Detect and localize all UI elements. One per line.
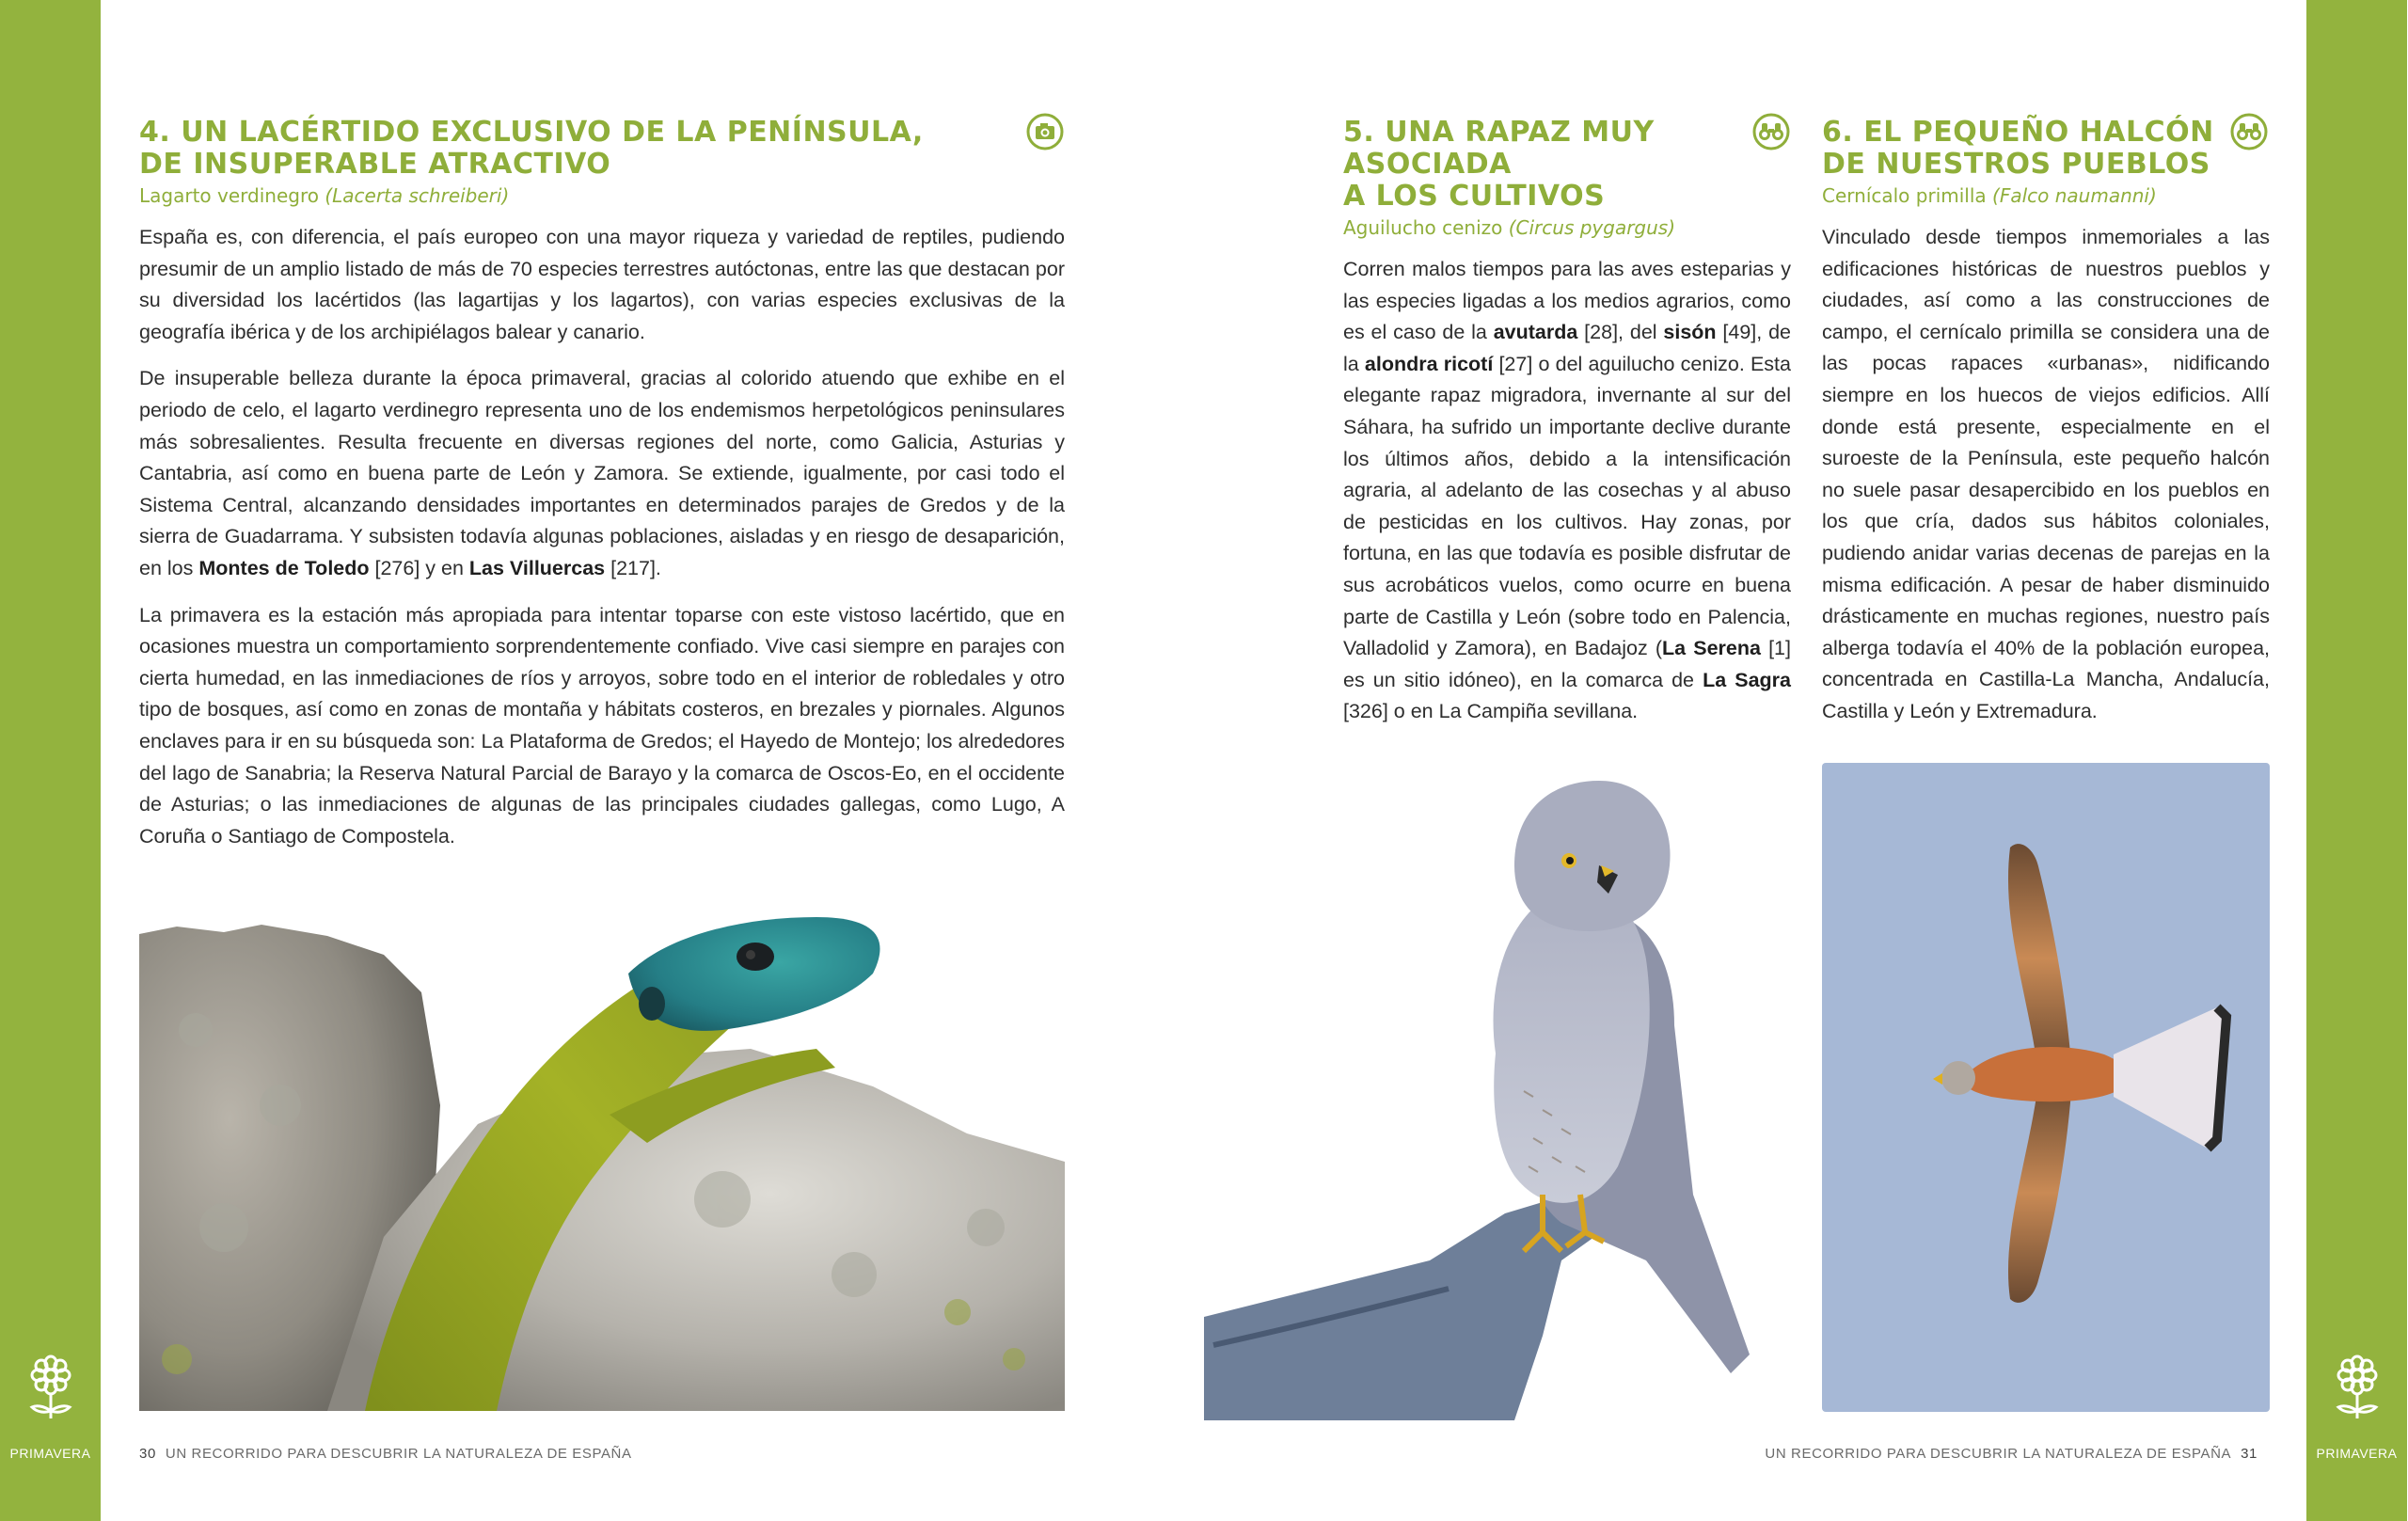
paragraph: España es, con diferencia, el país europeo con una mayor riqueza y variedad de reptiles, pudiendo presumir de un amplio listado de más de 70 especies terrestres autóctonas, entre las que destacan por su diversidad los lacértidos (las lagartijas y los lagartos), con varias especies exclusivas de la geografía ibérica y de los archipiélagos balear y canario. [139,226,1065,343]
running-title: UN RECORRIDO PARA DESCUBRIR LA NATURALEZA DE ESPAÑA [165,1446,632,1462]
page-number: 31 [2241,1446,2258,1462]
paragraph: De insuperable belleza durante la época primaveral, gracias al colorido atuendo que exhibe en el periodo de celo, el lagarto verdinegro representa uno de los endemismos herpetológicos peninsulares más sobresalientes. Resulta frecuente en diversas regiones del norte, como Galicia, Asturias y Cantabria, así como en buena parte de León y Zamora. Se extiende, igualmente, por casi todo el Sistema Central, alcanzando densidades importantes en determinados parajes de Gredos y de la sierra de Guadarrama. Y subsisten todavía algunas poblaciones, aisladas y en riesgo de desaparición, en los Montes de Toledo [276] y en Las Villuercas [217]. [139,367,1065,579]
article-6 [1822,117,2270,728]
right-footer [1765,1446,2258,1462]
article-4 [139,117,1065,852]
season-label: PRIMAVERA [9,1446,91,1461]
flower-icon [24,1355,77,1420]
paragraph: Vinculado desde tiempos inmemoriales a las edificaciones históricas de nuestros pueblos y ciudades, así como a las construcciones de campo, el cernícalo primilla se considera una de las pocas rapaces «urbanas», nidificando siempre en los huecos de viejos edificios. Allí donde está presente, especialmente en el suroeste de la Península, este pequeño halcón no suele pasar desapercibido en los pueblos en los que cría, dados sus hábitos coloniales, pudiendo anidar varias decenas de parejas en la misma edificación. A pesar de haber disminuido drásticamente en muchas regiones, nuestro país alberga todavía el 40% de la población europea, concentrada en Castilla-La Mancha, Andalucía, Castilla y León y Extremadura. [1822,226,2270,722]
article-5 [1343,117,1791,728]
article-title: 6. EL PEQUEÑO HALCÓN DE NUESTROS PUEBLOS [1822,116,2214,181]
article-title: 4. UN LACÉRTIDO EXCLUSIVO DE LA PENÍNSULA, DE INSUPERABLE ATRACTIVO [139,116,924,181]
binoculars-icon [1752,113,1790,151]
lizard-photo [139,917,1065,1411]
paragraph: Corren malos tiempos para las aves esteparias y las especies ligadas a los medios agrarios, como es el caso de la avutarda [28], del sisón [49], de la alondra ricotí [27] o del aguilucho cenizo. Esta elegante rapaz migradora, invernante al sur del Sáhara, ha sufrido un importante declive durante los últimos años, debido a la intensificación agraria, al adelanto de las cosechas y al abuso de pesticidas en los cultivos. Hay zonas, por fortuna, en las que todavía es posible disfrutar de sus acrobáticos vuelos, como ocurre en buena parte de Castilla y León (sobre todo en Palencia, Valladolid y Zamora), en Badajoz (La Serena [1] es un sitio idóneo), en la comarca de La Sagra [326] o en La Campiña sevillana. [1343,258,1792,723]
species-name: Cernícalo primilla (Falco naumanni) [1822,184,2157,207]
paragraph: La primavera es la estación más apropiada para intentar toparse con este vistoso lacértido, que en ocasiones muestra un comportamiento sorprendentemente confiado. Vive casi siempre en parajes con cierta humedad, en las inmediaciones de ríos y arroyos, sobre todo en el interior de robledales y otro tipo de bosques, así como en zonas de montaña y hábitats costeros, en brezales y piornales. Algunos enclaves para ir en su búsqueda son: La Plataforma de Gredos; el Hayedo de Montejo; los alrededores del lago de Sanabria; la Reserva Natural Parcial de Barayo y la comarca de Oscos-Eo, en el occidente de Asturias; o las inmediaciones de algunas de las principales ciudades gallegas, como Lugo, A Coruña o Santiago de Compostela. [139,603,1065,848]
flower-icon [2331,1355,2384,1420]
left-season-band [0,0,101,1521]
right-season-band [2306,0,2407,1521]
camera-icon [1026,113,1064,151]
binoculars-icon [2230,113,2268,151]
left-footer [139,1446,632,1462]
article-title: 5. UNA RAPAZ MUY ASOCIADA A LOS CULTIVOS [1343,116,1655,213]
harrier-photo [1204,771,1783,1420]
kestrel-photo [1822,763,2270,1412]
species-name: Aguilucho cenizo (Circus pygargus) [1343,216,1676,239]
running-title: UN RECORRIDO PARA DESCUBRIR LA NATURALEZA DE ESPAÑA [1765,1446,2232,1462]
page-number: 30 [139,1446,156,1462]
season-label: PRIMAVERA [2316,1446,2398,1461]
species-name: Lagarto verdinegro (Lacerta schreiberi) [139,184,510,207]
